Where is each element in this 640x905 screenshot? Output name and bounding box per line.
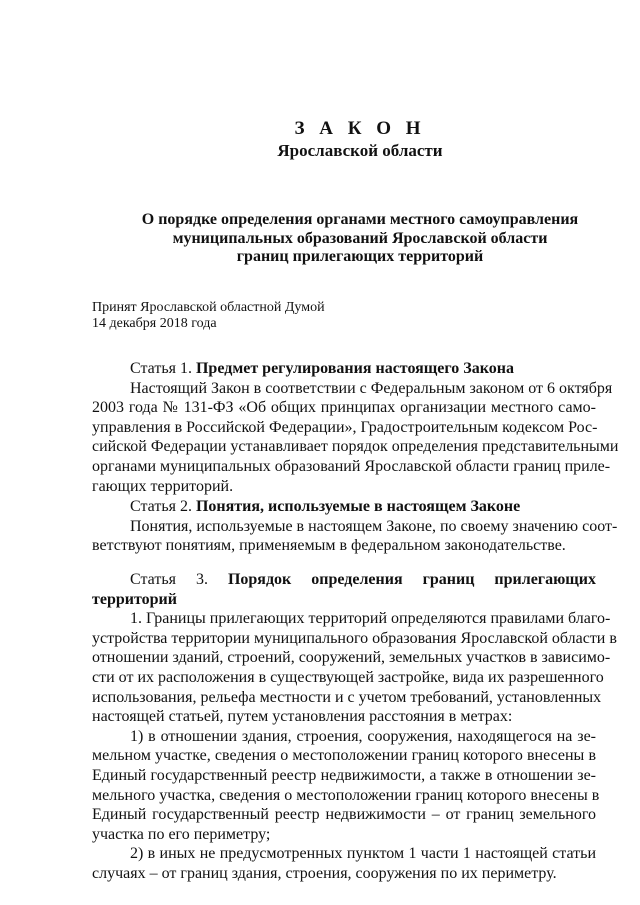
text-line: участка по его периметру; <box>92 825 271 843</box>
text-line: гающих территорий. <box>92 477 234 495</box>
article-number: Статья 2. <box>130 498 192 515</box>
text-line: Единый государственный реестр недвижимости, а также в отношении зе- <box>92 766 596 784</box>
article-heading <box>92 570 596 609</box>
text-line: использования, рельефа местности и с учетом требований, установленных <box>92 688 602 706</box>
text-line: отношении зданий, строений, сооружений, земельных участков в зависимо- <box>92 649 611 667</box>
text-line: органами муниципальных образований Ярославской области границ приле- <box>92 457 611 475</box>
adoption-line: Принят Ярославской областной Думой <box>92 300 325 315</box>
region-heading: Ярославской области <box>277 141 443 160</box>
text-line: сти от их расположения в существующей застройке, вида их разрешенного <box>92 668 604 686</box>
article-number: Статья 1. <box>130 360 192 377</box>
text-line: Понятия, используемые в настоящем Законе, по своему значению соот- <box>130 517 618 535</box>
article-number: Статья 3. <box>130 571 208 588</box>
text-line: устройства территории муниципального образования Ярославской области в <box>92 629 617 647</box>
text-line: сийской Федерации устанавливает порядок определения представительными <box>92 438 619 456</box>
law-heading: З А К О Н <box>294 118 426 139</box>
text-line: управления в Российской Федерации», Градостроительным кодексом Рос- <box>92 418 598 436</box>
adoption-date: 14 декабря 2018 года <box>92 316 217 331</box>
text-line: 1) в отношении здания, строения, сооружения, находящегося на зе- <box>130 727 596 745</box>
article-title: Порядок определения границ прилегающих территорий <box>92 571 597 608</box>
text-line: мельного участка, сведения о местоположении границ которого внесены в <box>92 786 600 804</box>
article-title: Предмет регулирования настоящего Закона <box>195 360 514 377</box>
article-1 <box>92 359 619 496</box>
law-title-line: муниципальных образований Ярославской области <box>172 229 548 247</box>
text-line: случаях – от границ здания, строения, сооружения по их периметру. <box>92 864 557 882</box>
text-line: 1. Границы прилегающих территорий определяются правилами благо- <box>130 610 611 628</box>
article-heading <box>92 359 596 379</box>
article-heading <box>92 497 596 517</box>
text-line: 2003 года № 131-ФЗ «Об общих принципах организации местного само- <box>92 399 596 417</box>
law-title-line: О порядке определения органами местного самоуправления <box>141 211 579 228</box>
text-line: ветствуют понятиям, применяемым в федеральном законодательстве. <box>92 537 566 555</box>
text-line: 2) в иных не предусмотренных пунктом 1 части 1 настоящей статьи <box>130 845 596 863</box>
text-line: Единый государственный реестр недвижимости – от границ земельного <box>92 806 596 824</box>
article-3 <box>92 570 617 884</box>
article-2 <box>92 497 618 556</box>
adoption-note <box>92 300 325 332</box>
text-line: Настоящий Закон в соответствии с Федеральным законом от 6 октября <box>130 379 613 397</box>
law-title-line: границ прилегающих территорий <box>236 248 484 265</box>
article-title: Понятия, используемые в настоящем Законе <box>195 498 521 515</box>
text-line: настоящей статьей, путем установления расстояния в метрах: <box>92 708 513 726</box>
law-title <box>0 211 640 267</box>
text-line: мельном участке, сведения о местоположении границ которого внесены в <box>92 747 596 765</box>
